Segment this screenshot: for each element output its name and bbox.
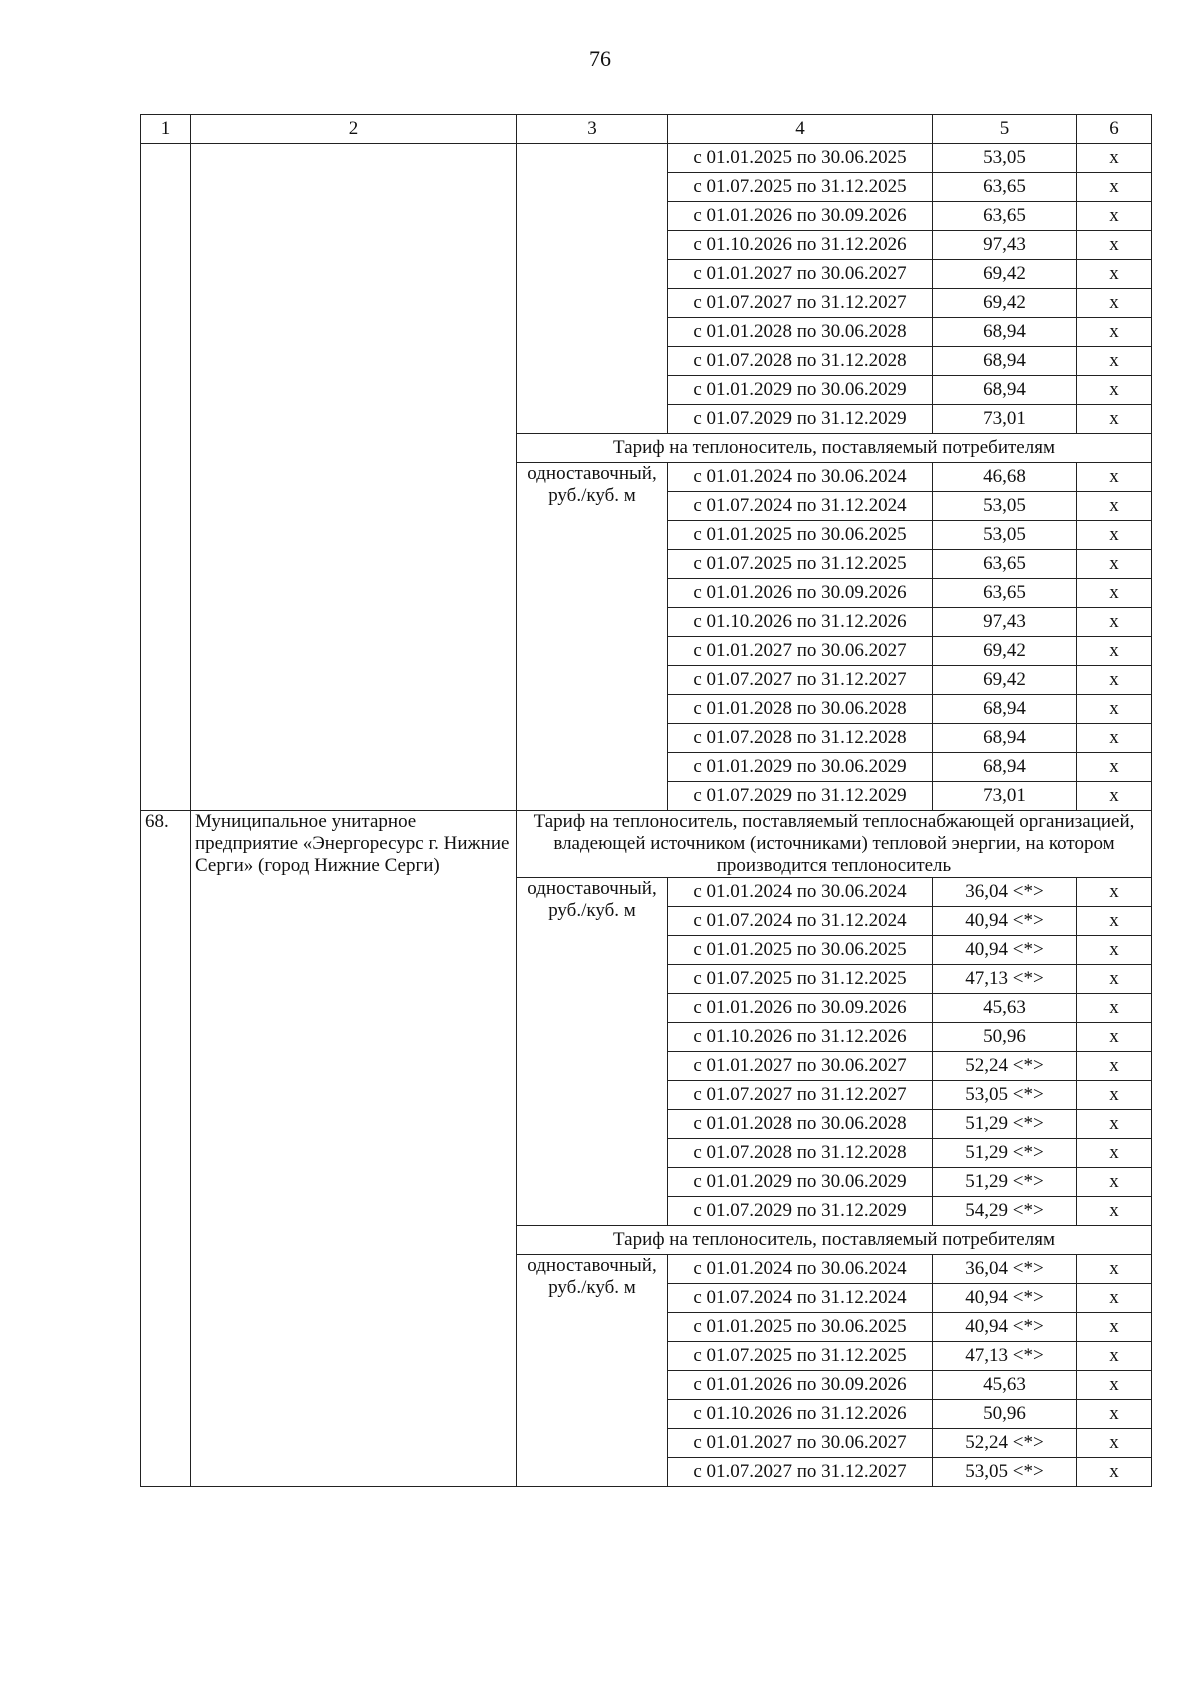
- col6-cell: х: [1077, 550, 1152, 579]
- value-cell: 63,65: [933, 550, 1077, 579]
- period-cell: с 01.07.2029 по 31.12.2029: [668, 1197, 933, 1226]
- col6-cell: х: [1077, 1052, 1152, 1081]
- period-cell: с 01.07.2024 по 31.12.2024: [668, 1284, 933, 1313]
- value-cell: 47,13 <*>: [933, 965, 1077, 994]
- period-cell: с 01.01.2027 по 30.06.2027: [668, 1052, 933, 1081]
- value-cell: 40,94 <*>: [933, 936, 1077, 965]
- value-cell: 68,94: [933, 347, 1077, 376]
- period-cell: с 01.01.2028 по 30.06.2028: [668, 695, 933, 724]
- header-cell: 5: [933, 115, 1077, 144]
- period-cell: с 01.10.2026 по 31.12.2026: [668, 1400, 933, 1429]
- col6-cell: х: [1077, 318, 1152, 347]
- period-cell: с 01.07.2028 по 31.12.2028: [668, 724, 933, 753]
- col6-cell: х: [1077, 1139, 1152, 1168]
- unit-cell: одноставочный, руб./куб. м: [517, 878, 668, 1226]
- period-cell: с 01.07.2028 по 31.12.2028: [668, 1139, 933, 1168]
- header-cell: 6: [1077, 115, 1152, 144]
- col6-cell: х: [1077, 878, 1152, 907]
- period-cell: с 01.01.2026 по 30.09.2026: [668, 202, 933, 231]
- value-cell: 68,94: [933, 376, 1077, 405]
- period-cell: с 01.01.2029 по 30.06.2029: [668, 376, 933, 405]
- col6-cell: х: [1077, 260, 1152, 289]
- period-cell: с 01.01.2025 по 30.06.2025: [668, 521, 933, 550]
- col6-cell: х: [1077, 637, 1152, 666]
- col6-cell: х: [1077, 1458, 1152, 1487]
- period-cell: с 01.07.2025 по 31.12.2025: [668, 965, 933, 994]
- value-cell: 36,04 <*>: [933, 878, 1077, 907]
- col6-cell: х: [1077, 231, 1152, 260]
- value-cell: 53,05 <*>: [933, 1081, 1077, 1110]
- col6-cell: х: [1077, 965, 1152, 994]
- section-title: Тариф на теплоноситель, поставляемый потребителям: [517, 1226, 1152, 1255]
- period-cell: с 01.07.2027 по 31.12.2027: [668, 1458, 933, 1487]
- value-cell: 68,94: [933, 318, 1077, 347]
- row-number: 68.: [141, 811, 191, 1487]
- value-cell: 68,94: [933, 695, 1077, 724]
- col6-cell: х: [1077, 753, 1152, 782]
- period-cell: с 01.07.2024 по 31.12.2024: [668, 492, 933, 521]
- col6-cell: х: [1077, 1081, 1152, 1110]
- col6-cell: х: [1077, 202, 1152, 231]
- col6-cell: х: [1077, 1023, 1152, 1052]
- period-cell: с 01.10.2026 по 31.12.2026: [668, 608, 933, 637]
- col6-cell: х: [1077, 1342, 1152, 1371]
- col6-cell: х: [1077, 1284, 1152, 1313]
- value-cell: 40,94 <*>: [933, 907, 1077, 936]
- value-cell: 40,94 <*>: [933, 1313, 1077, 1342]
- value-cell: 68,94: [933, 724, 1077, 753]
- col6-cell: х: [1077, 1313, 1152, 1342]
- header-row: [141, 115, 1152, 144]
- period-cell: с 01.01.2025 по 30.06.2025: [668, 144, 933, 173]
- col6-cell: х: [1077, 782, 1152, 811]
- col6-cell: х: [1077, 936, 1152, 965]
- col6-cell: х: [1077, 289, 1152, 318]
- period-cell: с 01.01.2027 по 30.06.2027: [668, 260, 933, 289]
- col6-cell: х: [1077, 608, 1152, 637]
- header-cell: 4: [668, 115, 933, 144]
- col6-cell: х: [1077, 1110, 1152, 1139]
- value-cell: 97,43: [933, 231, 1077, 260]
- header-cell: 3: [517, 115, 668, 144]
- tariff-table: [140, 114, 1152, 1487]
- value-cell: 69,42: [933, 666, 1077, 695]
- period-cell: с 01.07.2027 по 31.12.2027: [668, 1081, 933, 1110]
- col6-cell: х: [1077, 994, 1152, 1023]
- col6-cell: х: [1077, 492, 1152, 521]
- col6-cell: х: [1077, 724, 1152, 753]
- col6-cell: х: [1077, 463, 1152, 492]
- period-cell: с 01.01.2024 по 30.06.2024: [668, 1255, 933, 1284]
- col6-cell: х: [1077, 144, 1152, 173]
- value-cell: 69,42: [933, 637, 1077, 666]
- value-cell: 53,05: [933, 492, 1077, 521]
- col6-cell: х: [1077, 376, 1152, 405]
- section-row: [141, 811, 1152, 878]
- header-cell: 1: [141, 115, 191, 144]
- section-title: Тариф на теплоноситель, поставляемый теплоснабжающей организацией, владеющей источником (источниками) тепловой энергии, на котором производится теплоноситель: [517, 811, 1152, 878]
- unit-cell: одноставочный, руб./куб. м: [517, 463, 668, 811]
- col6-cell: х: [1077, 173, 1152, 202]
- value-cell: 63,65: [933, 579, 1077, 608]
- unit-cell: [517, 144, 668, 434]
- period-cell: с 01.01.2024 по 30.06.2024: [668, 878, 933, 907]
- period-cell: с 01.01.2025 по 30.06.2025: [668, 1313, 933, 1342]
- col6-cell: х: [1077, 1168, 1152, 1197]
- period-cell: с 01.07.2024 по 31.12.2024: [668, 907, 933, 936]
- col6-cell: х: [1077, 1429, 1152, 1458]
- value-cell: 51,29 <*>: [933, 1139, 1077, 1168]
- value-cell: 51,29 <*>: [933, 1110, 1077, 1139]
- header-cell: 2: [191, 115, 517, 144]
- col6-cell: х: [1077, 1255, 1152, 1284]
- value-cell: 40,94 <*>: [933, 1284, 1077, 1313]
- col6-cell: х: [1077, 579, 1152, 608]
- period-cell: с 01.07.2025 по 31.12.2025: [668, 550, 933, 579]
- value-cell: 47,13 <*>: [933, 1342, 1077, 1371]
- value-cell: 69,42: [933, 289, 1077, 318]
- value-cell: 45,63: [933, 994, 1077, 1023]
- period-cell: с 01.01.2028 по 30.06.2028: [668, 1110, 933, 1139]
- unit-cell: одноставочный, руб./куб. м: [517, 1255, 668, 1487]
- period-cell: с 01.01.2026 по 30.09.2026: [668, 1371, 933, 1400]
- value-cell: 50,96: [933, 1023, 1077, 1052]
- period-cell: с 01.01.2029 по 30.06.2029: [668, 1168, 933, 1197]
- col6-cell: х: [1077, 1197, 1152, 1226]
- value-cell: 69,42: [933, 260, 1077, 289]
- col6-cell: х: [1077, 521, 1152, 550]
- period-cell: с 01.10.2026 по 31.12.2026: [668, 231, 933, 260]
- period-cell: с 01.07.2027 по 31.12.2027: [668, 666, 933, 695]
- col6-cell: х: [1077, 347, 1152, 376]
- col6-cell: х: [1077, 1371, 1152, 1400]
- number-cell: [141, 144, 191, 811]
- value-cell: 54,29 <*>: [933, 1197, 1077, 1226]
- value-cell: 36,04 <*>: [933, 1255, 1077, 1284]
- period-cell: с 01.10.2026 по 31.12.2026: [668, 1023, 933, 1052]
- period-cell: с 01.07.2025 по 31.12.2025: [668, 1342, 933, 1371]
- period-cell: с 01.07.2028 по 31.12.2028: [668, 347, 933, 376]
- period-cell: с 01.07.2027 по 31.12.2027: [668, 289, 933, 318]
- table-row: [141, 144, 1152, 173]
- value-cell: 53,05 <*>: [933, 1458, 1077, 1487]
- value-cell: 52,24 <*>: [933, 1429, 1077, 1458]
- period-cell: с 01.01.2028 по 30.06.2028: [668, 318, 933, 347]
- period-cell: с 01.01.2024 по 30.06.2024: [668, 463, 933, 492]
- organization-cell: [191, 144, 517, 811]
- value-cell: 73,01: [933, 405, 1077, 434]
- col6-cell: х: [1077, 405, 1152, 434]
- col6-cell: х: [1077, 1400, 1152, 1429]
- value-cell: 46,68: [933, 463, 1077, 492]
- value-cell: 63,65: [933, 202, 1077, 231]
- col6-cell: х: [1077, 666, 1152, 695]
- period-cell: с 01.01.2025 по 30.06.2025: [668, 936, 933, 965]
- value-cell: 68,94: [933, 753, 1077, 782]
- period-cell: с 01.07.2029 по 31.12.2029: [668, 782, 933, 811]
- period-cell: с 01.01.2027 по 30.06.2027: [668, 637, 933, 666]
- page-number: 76: [589, 46, 611, 71]
- period-cell: с 01.01.2027 по 30.06.2027: [668, 1429, 933, 1458]
- period-cell: с 01.01.2029 по 30.06.2029: [668, 753, 933, 782]
- value-cell: 53,05: [933, 144, 1077, 173]
- value-cell: 63,65: [933, 173, 1077, 202]
- col6-cell: х: [1077, 695, 1152, 724]
- period-cell: с 01.01.2026 по 30.09.2026: [668, 994, 933, 1023]
- period-cell: с 01.07.2025 по 31.12.2025: [668, 173, 933, 202]
- value-cell: 73,01: [933, 782, 1077, 811]
- period-cell: с 01.07.2029 по 31.12.2029: [668, 405, 933, 434]
- value-cell: 97,43: [933, 608, 1077, 637]
- value-cell: 45,63: [933, 1371, 1077, 1400]
- value-cell: 52,24 <*>: [933, 1052, 1077, 1081]
- period-cell: с 01.01.2026 по 30.09.2026: [668, 579, 933, 608]
- section-title: Тариф на теплоноситель, поставляемый потребителям: [517, 434, 1152, 463]
- col6-cell: х: [1077, 907, 1152, 936]
- value-cell: 53,05: [933, 521, 1077, 550]
- value-cell: 50,96: [933, 1400, 1077, 1429]
- organization-name: Муниципальное унитарное предприятие «Энергоресурс г. Нижние Серги» (город Нижние Серги): [191, 811, 517, 1487]
- value-cell: 51,29 <*>: [933, 1168, 1077, 1197]
